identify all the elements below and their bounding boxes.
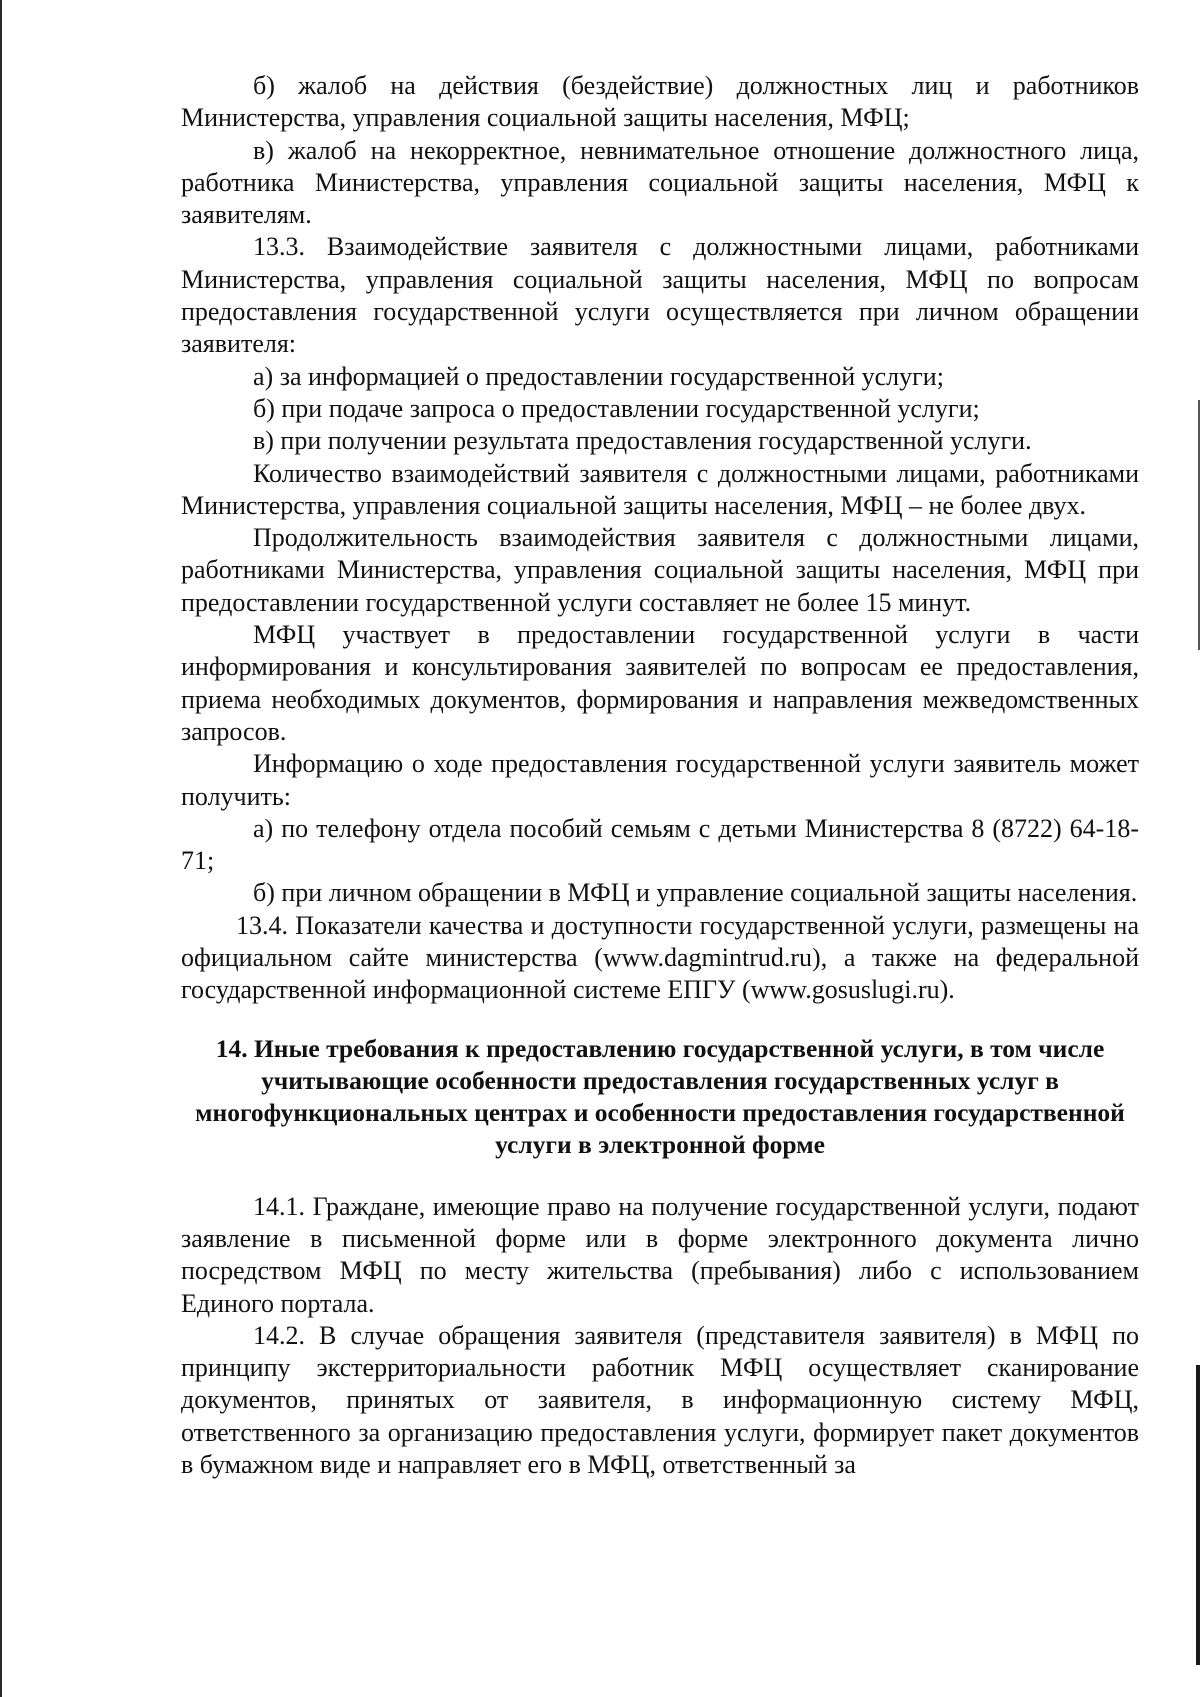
paragraph-mfc-participation: МФЦ участвует в предоставлении государственной услуги в части информирования и консультирования заявителей по вопросам ее предоставления, приема необходимых документов, формирования и направления межведомственных запросов. xyxy=(181,620,1139,746)
spacer xyxy=(181,1161,1139,1191)
spacer xyxy=(181,1007,1139,1033)
paragraph-complaints-v: в) жалоб на некорректное, невнимательное отношение должностного лица, работника Министерства, управления социальной защиты населения, МФЦ к заявителям. xyxy=(181,135,1139,230)
paragraph-13-3-b: б) при подаче запроса о предоставлении государственной услуги; xyxy=(253,393,980,423)
paragraph-13-4: 13.4. Показатели качества и доступности государственной услуги, размещены на официальном сайте министерства (www.dagmintrud.ru), а также на федеральной государственной информационной системе ЕПГУ (www.gosuslugi.ru). xyxy=(181,910,1139,1005)
paragraph-interaction-count: Количество взаимодействий заявителя с должностными лицами, работниками Министерства, управления социальной защиты населения, МФЦ – не более двух. xyxy=(181,458,1139,520)
document-page xyxy=(181,70,1139,1481)
paragraph-13-3-v: в) при получении результата предоставления государственной услуги. xyxy=(253,426,1032,456)
paragraph-interaction-duration: Продолжительность взаимодействия заявителя с должностными лицами, работниками Министерства, управления социальной защиты населения, МФЦ при предоставлении государственной услуги составляет не более 15 минут. xyxy=(181,523,1139,617)
paragraph-14-1: 14.1. Граждане, имеющие право на получение государственной услуги, подают заявление в письменной форме или в форме электронного документа лично посредством МФЦ по месту жительства (пребывания) либо с использованием Единого портала. xyxy=(181,1191,1139,1318)
scan-edge-right xyxy=(1196,1365,1200,1665)
paragraph-13-3: 13.3. Взаимодействие заявителя с должностными лицами, работниками Министерства, управления социальной защиты населения, МФЦ по вопросам предоставления государственной услуги осуществляется при личном обращении заявителя: xyxy=(181,232,1139,359)
paragraph-13-3-a: а) за информацией о предоставлении государственной услуги; xyxy=(253,361,944,391)
section-heading-14: 14. Иные требования к предоставлению государственной услуги, в том числе учитывающие особенности предоставления государственных услуг в многофункциональных центрах и особенности предоставления государственной услуги в электронной форме xyxy=(195,1033,1125,1159)
paragraph-14-2: 14.2. В случае обращения заявителя (представителя заявителя) в МФЦ по принципу экстерриториальности работник МФЦ осуществляет сканирование документов, принятых от заявителя, в информационную систему МФЦ, ответственного за организацию предоставления услуги, формирует пакет документов в бумажном виде и направляет его в МФЦ, ответственный за xyxy=(181,1320,1139,1479)
paragraph-progress-info: Информацию о ходе предоставления государственной услуги заявитель может получить: xyxy=(181,749,1139,811)
scan-edge-left xyxy=(0,0,2,1697)
paragraph-complaints-b: б) жалоб на действия (бездействие) должностных лиц и работников Министерства, управления социальной защиты населения, МФЦ; xyxy=(181,71,1139,133)
paragraph-progress-personal: б) при личном обращении в МФЦ и управление социальной защиты населения. xyxy=(253,878,1138,908)
paragraph-progress-phone: а) по телефону отдела пособий семьям с детьми Министерства 8 (8722) 64-18-71; xyxy=(181,813,1139,876)
